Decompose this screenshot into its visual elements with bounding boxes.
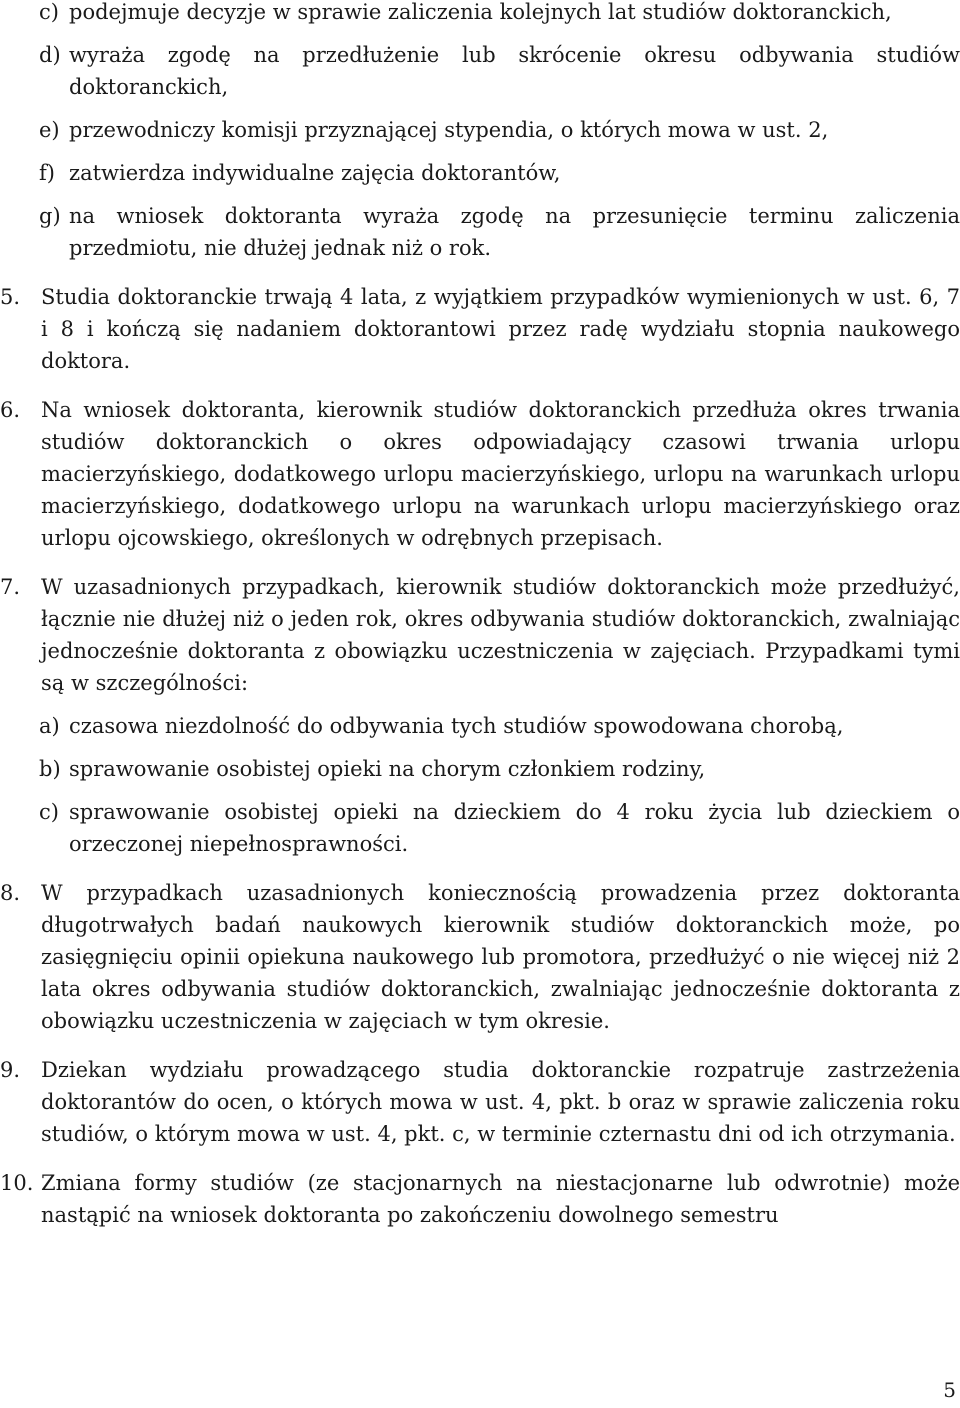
- list-text: czasowa niezdolność do odbywania tych studiów spowodowana chorobą,: [69, 714, 844, 738]
- list-marker: b): [39, 757, 61, 781]
- list-marker: g): [39, 204, 61, 228]
- list-item-e: [0, 114, 960, 146]
- list-item-b: [0, 753, 960, 785]
- list-item-d: [0, 39, 960, 103]
- list-text: podejmuje decyzje w sprawie zaliczenia kolejnych lat studiów doktoranckich,: [69, 0, 892, 24]
- paragraph-9: [0, 1054, 960, 1150]
- list-item-c: [0, 0, 960, 28]
- paragraph-8: [0, 877, 960, 1037]
- list-item-f: [0, 157, 960, 189]
- list-text: przewodniczy komisji przyznającej stypendia, o których mowa w ust. 2,: [69, 118, 829, 142]
- list-text: zatwierdza indywidualne zajęcia doktorantów,: [69, 161, 561, 185]
- paragraph-text: Zmiana formy studiów (ze stacjonarnych na niestacjonarne lub odwrotnie) może nastąpić na wniosek doktoranta po zakończeniu dowolnego semestru: [41, 1171, 960, 1227]
- paragraph-text: Dziekan wydziału prowadzącego studia doktoranckie rozpatruje zastrzeżenia doktorantów do ocen, o których mowa w ust. 4, pkt. b oraz w sprawie zaliczenia roku studiów, o którym mowa w ust. 4, pkt. c, w terminie czternastu dni od ich otrzymania.: [41, 1058, 960, 1146]
- list-marker: e): [39, 118, 60, 142]
- paragraph-5: [0, 281, 960, 377]
- list-text: sprawowanie osobistej opieki na dzieckiem do 4 roku życia lub dzieckiem o orzeczonej niepełnosprawności.: [69, 800, 960, 856]
- paragraph-6: [0, 394, 960, 554]
- list-text: wyraża zgodę na przedłużenie lub skrócenie okresu odbywania studiów doktoranckich,: [69, 43, 960, 99]
- paragraph-number: 7.: [0, 575, 21, 599]
- paragraph-number: 6.: [0, 398, 21, 422]
- list-marker: a): [39, 714, 60, 738]
- list-item-c-2: [0, 796, 960, 860]
- list-item-a: [0, 710, 960, 742]
- page-number: 5: [943, 1378, 956, 1402]
- paragraph-number: 9.: [0, 1058, 21, 1082]
- list-marker: d): [39, 43, 61, 67]
- paragraph-number: 8.: [0, 881, 21, 905]
- paragraph-text: W przypadkach uzasadnionych koniecznością prowadzenia przez doktoranta długotrwałych badań naukowych kierownik studiów doktoranckich może, po zasięgnięciu opinii opiekuna naukowego lub promotora, przedłużyć o nie więcej niż 2 lata okres odbywania studiów doktoranckich, zwalniając jednocześnie doktoranta z obowiązku uczestniczenia w zajęciach w tym okresie.: [41, 881, 960, 1033]
- list-marker: f): [39, 161, 55, 185]
- paragraph-number: 5.: [0, 285, 21, 309]
- list-text: sprawowanie osobistej opieki na chorym członkiem rodziny,: [69, 757, 706, 781]
- paragraph-text: W uzasadnionych przypadkach, kierownik studiów doktoranckich może przedłużyć, łącznie nie dłużej niż o jeden rok, okres odbywania studiów doktoranckich, zwalniając jednocześnie doktoranta z obowiązku uczestniczenia w zajęciach. Przypadkami tymi są w szczególności:: [41, 575, 960, 695]
- list-marker: c): [39, 800, 59, 824]
- paragraph-text: Na wniosek doktoranta, kierownik studiów doktoranckich przedłuża okres trwania studiów doktoranckich o okres odpowiadający czasowi trwania urlopu macierzyńskiego, dodatkowego urlopu macierzyńskiego, urlopu na warunkach urlopu macierzyńskiego, dodatkowego urlopu na warunkach urlopu macierzyńskiego oraz urlopu ojcowskiego, określonych w odrębnych przepisach.: [41, 398, 960, 550]
- paragraph-10: [0, 1167, 960, 1231]
- paragraph-text: Studia doktoranckie trwają 4 lata, z wyjątkiem przypadków wymienionych w ust. 6, 7 i 8 i kończą się nadaniem doktorantowi przez radę wydziału stopnia naukowego doktora.: [41, 285, 960, 373]
- list-marker: c): [39, 0, 59, 24]
- paragraph-7: [0, 571, 960, 699]
- list-text: na wniosek doktoranta wyraża zgodę na przesunięcie terminu zaliczenia przedmiotu, nie dłużej jednak niż o rok.: [69, 204, 960, 260]
- list-item-g: [0, 200, 960, 264]
- paragraph-number: 10.: [0, 1171, 34, 1195]
